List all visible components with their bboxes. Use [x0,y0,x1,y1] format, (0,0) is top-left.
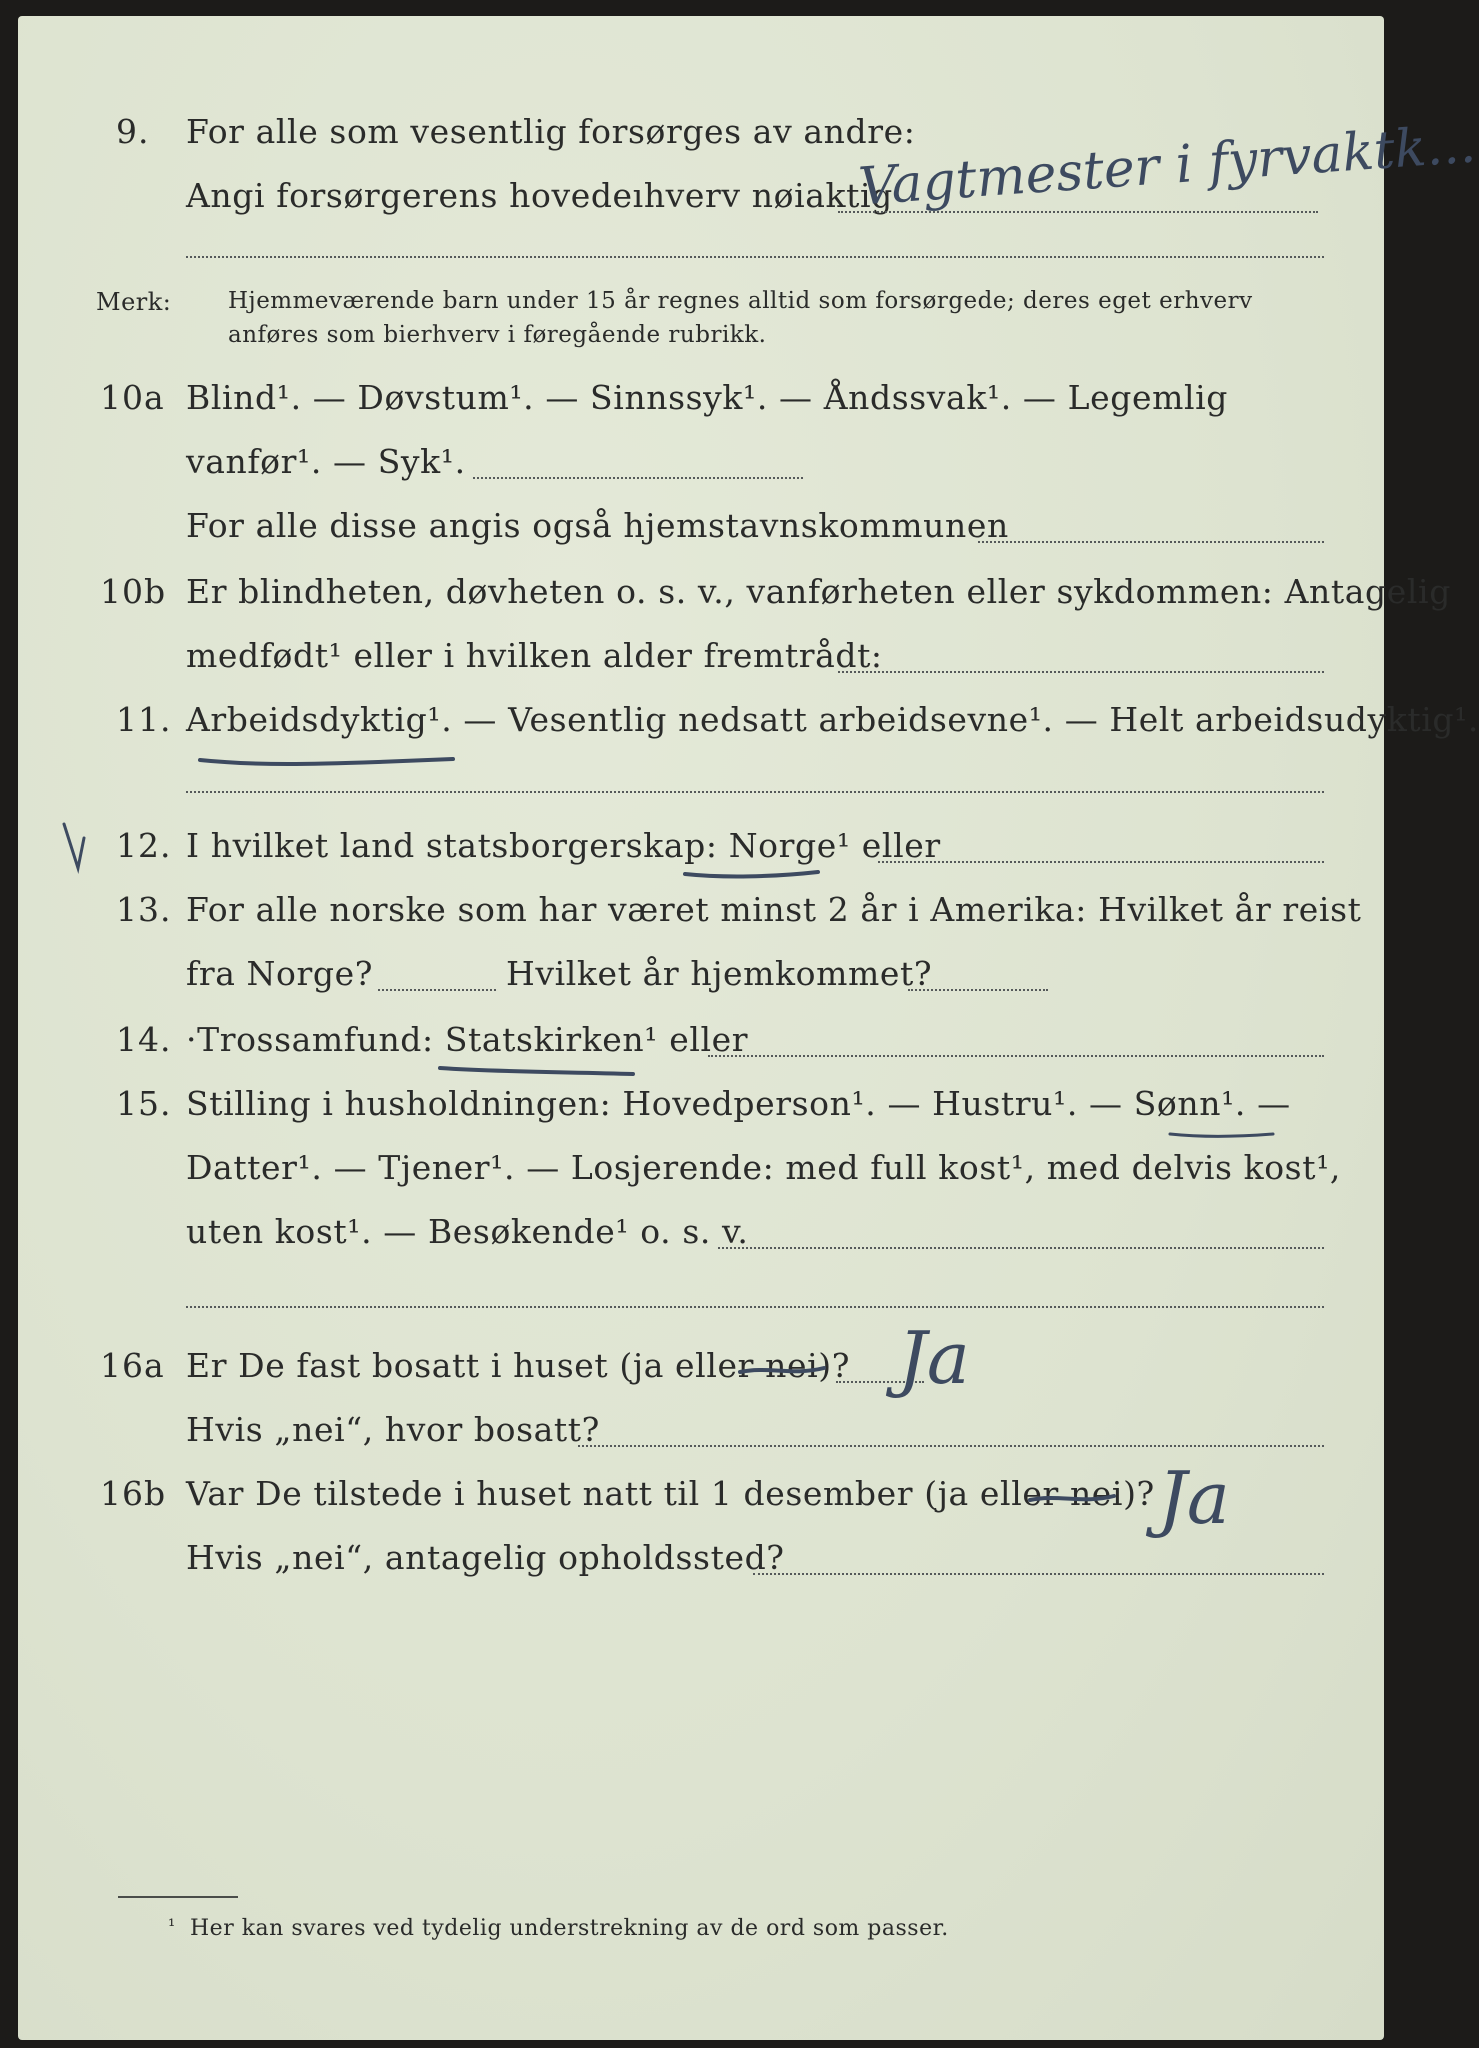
q11-line1: Arbeidsdyktig¹. — Vesentlig nedsatt arbeidsevne¹. — Helt arbeidsudyktig¹. [186,700,1479,739]
census-form-page [18,16,1479,2040]
merk-line1: Hjemmeværende barn under 15 år regnes alltid som forsørgede; deres eget erhverv [228,288,1253,314]
q15-line1: Stilling i husholdningen: Hovedperson¹. — Hustru¹. — Sønn¹. — [186,1084,1291,1123]
q11-number: 11. [116,700,172,739]
q10b-answer-line [838,671,1324,673]
q10a-kommune-line [978,541,1324,543]
q9-handwritten-answer: Vagtmester i fyrvaktk... [856,114,1478,218]
q16a-line2: Hvis „nei“, hvor bosatt? [186,1410,600,1449]
footnote-text: Her kan svares ved tydelig understrekning av de ord som passer. [190,1916,949,1941]
q14-number: 14. [116,1020,172,1059]
q16a-number: 16a [100,1346,165,1385]
q11-underline-mark [198,746,458,776]
q15-underline-mark [1168,1128,1278,1144]
q13-hjem-line [908,989,1048,991]
q14-line1: ·Trossamfund: Statskirken¹ eller [186,1020,749,1059]
q10b-number: 10b [100,572,167,611]
q13-reist-line [378,989,496,991]
q11-answer-line [186,791,1324,793]
q14-answer-line [708,1055,1324,1057]
q10a-line1: Blind¹. — Døvstum¹. — Sinnssyk¹. — Åndssvak¹. — Legemlig [186,378,1229,417]
q16b-strike-nei [1028,1484,1118,1512]
q16a-where-line [578,1445,1324,1447]
q10a-line3: For alle disse angis også hjemstavnskommunen [186,506,1009,545]
merk-label: Merk: [96,288,172,316]
q9-number: 9. [116,112,150,151]
q10a-number: 10a [100,378,165,417]
q10a-syk-line [473,477,803,479]
q16b-number: 16b [100,1474,167,1513]
q15-extra-line [186,1306,1324,1308]
q16b-line1: Var De tilstede i huset natt til 1 desember (ja eller nei)? [186,1474,1155,1513]
q13-line2a: fra Norge? [186,954,374,993]
q9-extra-line [186,256,1324,258]
q13-line2b: Hvilket år hjemkommet? [506,954,933,993]
q10a-line2: vanfør¹. — Syk¹. [186,442,466,481]
q15-line2: Datter¹. — Tjener¹. — Losjerende: med full kost¹, med delvis kost¹, [186,1148,1341,1187]
q13-line1: For alle norske som har været minst 2 år i Amerika: Hvilket år reist [186,890,1362,929]
q9-line1: For alle som vesentlig forsørges av andre: [186,112,916,151]
footnote-rule [118,1896,238,1898]
q13-number: 13. [116,890,172,929]
q10b-line1: Er blindheten, døvheten o. s. v., vanførheten eller sykdommen: Antagelig [186,572,1451,611]
q14-underline-mark [438,1062,638,1082]
q12-line1: I hvilket land statsborgerskap: Norge¹ eller [186,826,941,865]
q15-number: 15. [116,1084,172,1123]
q12-underline-mark [683,866,823,886]
q16b-handwritten-answer: Ja [1158,1456,1230,1540]
q16a-strike-nei [738,1356,828,1384]
q15-answer-line [718,1247,1324,1249]
merk-line2: anføres som bierhverv i føregående rubrikk. [228,322,767,348]
q16b-where-line [753,1573,1324,1575]
q12-answer-line [878,861,1324,863]
footnote-mark: ¹ [168,1916,176,1937]
checkmark-icon [58,816,108,876]
q12-number: 12. [116,826,172,865]
q16b-line2: Hvis „nei“, antagelig opholdssted? [186,1538,785,1577]
q15-line3: uten kost¹. — Besøkende¹ o. s. v. [186,1212,749,1251]
q9-line2: Angi forsørgerens hovedeıhverv nøiaktig [186,176,893,215]
q16a-line1: Er De fast bosatt i huset (ja eller nei)? [186,1346,850,1385]
q10b-line2: medfødt¹ eller i hvilken alder fremtrådt: [186,636,883,675]
q16a-handwritten-answer: Ja [898,1316,970,1400]
